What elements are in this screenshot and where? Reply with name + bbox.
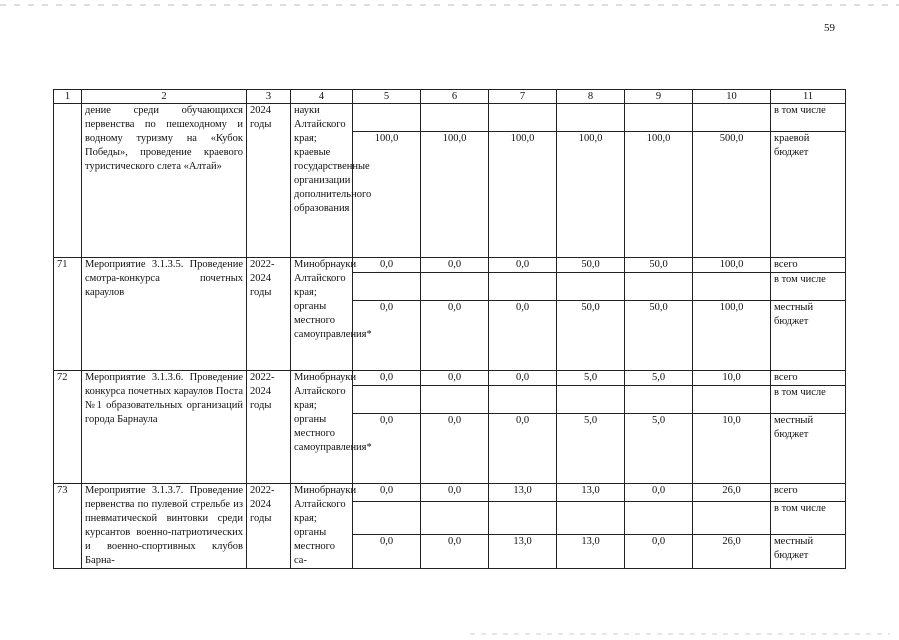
- header-cell: 5: [353, 90, 421, 104]
- header-cell: 9: [625, 90, 693, 104]
- amount-cell: 100,0: [489, 132, 557, 258]
- amount-cell: 0,0: [625, 484, 693, 502]
- amount-cell: 5,0: [625, 371, 693, 386]
- event-years: 2024 годы: [247, 104, 291, 258]
- header-cell: 1: [54, 90, 82, 104]
- amount-cell: 5,0: [557, 414, 625, 484]
- amount-cell: 0,0: [353, 371, 421, 386]
- amount-cell: [557, 386, 625, 414]
- amount-cell: [557, 273, 625, 301]
- amount-cell: 26,0: [693, 484, 771, 502]
- funding-source: всего: [771, 371, 846, 386]
- amount-cell: [625, 501, 693, 534]
- amount-cell: 10,0: [693, 371, 771, 386]
- row-index: 71: [54, 258, 82, 371]
- amount-cell: 0,0: [625, 534, 693, 568]
- amount-cell: 0,0: [353, 534, 421, 568]
- header-cell: 11: [771, 90, 846, 104]
- amount-cell: 0,0: [489, 258, 557, 273]
- event-executor: науки Алтайского края; краевые государственные организации дополнительного образования: [291, 104, 353, 258]
- amount-cell: 0,0: [353, 414, 421, 484]
- amount-cell: 100,0: [693, 258, 771, 273]
- event-years: 2022-2024 годы: [247, 484, 291, 569]
- amount-cell: 100,0: [625, 132, 693, 258]
- table-row: [54, 484, 846, 502]
- amount-cell: 0,0: [489, 371, 557, 386]
- amount-cell: 13,0: [489, 534, 557, 568]
- amount-cell: [353, 273, 421, 301]
- amount-cell: 0,0: [421, 258, 489, 273]
- header-cell: 8: [557, 90, 625, 104]
- amount-cell: 100,0: [421, 132, 489, 258]
- amount-cell: [693, 104, 771, 132]
- amount-cell: 50,0: [625, 301, 693, 371]
- amount-cell: [353, 501, 421, 534]
- table-row: [54, 371, 846, 386]
- amount-cell: 10,0: [693, 414, 771, 484]
- amount-cell: 50,0: [625, 258, 693, 273]
- amount-cell: [693, 273, 771, 301]
- funding-source: всего: [771, 484, 846, 502]
- amount-cell: 26,0: [693, 534, 771, 568]
- amount-cell: [693, 501, 771, 534]
- scan-artifact-bottom: [470, 633, 890, 635]
- amount-cell: 13,0: [557, 484, 625, 502]
- amount-cell: 5,0: [557, 371, 625, 386]
- header-cell: 6: [421, 90, 489, 104]
- amount-cell: 13,0: [557, 534, 625, 568]
- amount-cell: [489, 501, 557, 534]
- amount-cell: 13,0: [489, 484, 557, 502]
- row-index: [54, 104, 82, 258]
- amount-cell: [625, 273, 693, 301]
- header-cell: 7: [489, 90, 557, 104]
- amount-cell: 0,0: [489, 414, 557, 484]
- amount-cell: 0,0: [353, 301, 421, 371]
- event-name: Мероприятие 3.1.3.7. Проведение первенства по пулевой стрельбе из пневматической винтовки среди курсантов военно-патриотических и военно-спортивных клубов Барна-: [82, 484, 247, 569]
- amount-cell: [353, 104, 421, 132]
- amount-cell: 100,0: [353, 132, 421, 258]
- amount-cell: 100,0: [557, 132, 625, 258]
- funding-source: в том числе: [771, 104, 846, 132]
- amount-cell: [421, 273, 489, 301]
- amount-cell: [421, 386, 489, 414]
- header-cell: 2: [82, 90, 247, 104]
- amount-cell: [557, 501, 625, 534]
- amount-cell: 0,0: [421, 371, 489, 386]
- event-executor: Минобрнауки Алтайского края; органы местного самоуправления*: [291, 258, 353, 371]
- funding-source: в том числе: [771, 386, 846, 414]
- table-row: [54, 258, 846, 273]
- event-name: Мероприятие 3.1.3.5. Проведение смотра-конкурса почетных караулов: [82, 258, 247, 371]
- funding-source: в том числе: [771, 273, 846, 301]
- funding-source: всего: [771, 258, 846, 273]
- amount-cell: 100,0: [693, 301, 771, 371]
- amount-cell: 0,0: [421, 414, 489, 484]
- table-row: [54, 104, 846, 132]
- amount-cell: [625, 386, 693, 414]
- event-executor: Минобрнауки Алтайского края; органы местного са-: [291, 484, 353, 569]
- event-name: Мероприятие 3.1.3.6. Проведение конкурса почетных караулов Поста №1 образовательных организаций города Барнаула: [82, 371, 247, 484]
- amount-cell: 0,0: [353, 484, 421, 502]
- header-cell: 3: [247, 90, 291, 104]
- amount-cell: 50,0: [557, 258, 625, 273]
- amount-cell: [489, 273, 557, 301]
- amount-cell: 0,0: [489, 301, 557, 371]
- program-table: [53, 89, 846, 569]
- amount-cell: [693, 386, 771, 414]
- funding-source: краевой бюджет: [771, 132, 846, 258]
- funding-source: местный бюджет: [771, 534, 846, 568]
- amount-cell: [625, 104, 693, 132]
- amount-cell: [489, 104, 557, 132]
- amount-cell: 0,0: [353, 258, 421, 273]
- event-name: дение среди обучающихся первенства по пешеходному и водному туризму на «Кубок Победы», проведение краевого туристического слета «Алтай»: [82, 104, 247, 258]
- funding-source: местный бюджет: [771, 414, 846, 484]
- amount-cell: [489, 386, 557, 414]
- amount-cell: [421, 501, 489, 534]
- row-index: 72: [54, 371, 82, 484]
- amount-cell: 5,0: [625, 414, 693, 484]
- event-years: 2022-2024 годы: [247, 371, 291, 484]
- funding-source: в том числе: [771, 501, 846, 534]
- header-row: [54, 90, 846, 104]
- amount-cell: [353, 386, 421, 414]
- funding-source: местный бюджет: [771, 301, 846, 371]
- header-cell: 4: [291, 90, 353, 104]
- event-executor: Минобрнауки Алтайского края; органы местного самоуправления*: [291, 371, 353, 484]
- amount-cell: 0,0: [421, 534, 489, 568]
- amount-cell: 0,0: [421, 484, 489, 502]
- header-cell: 10: [693, 90, 771, 104]
- amount-cell: 500,0: [693, 132, 771, 258]
- amount-cell: [421, 104, 489, 132]
- scan-artifact-top: [0, 4, 899, 6]
- event-years: 2022-2024 годы: [247, 258, 291, 371]
- row-index: 73: [54, 484, 82, 569]
- page-number: 59: [824, 22, 835, 34]
- amount-cell: 0,0: [421, 301, 489, 371]
- amount-cell: [557, 104, 625, 132]
- amount-cell: 50,0: [557, 301, 625, 371]
